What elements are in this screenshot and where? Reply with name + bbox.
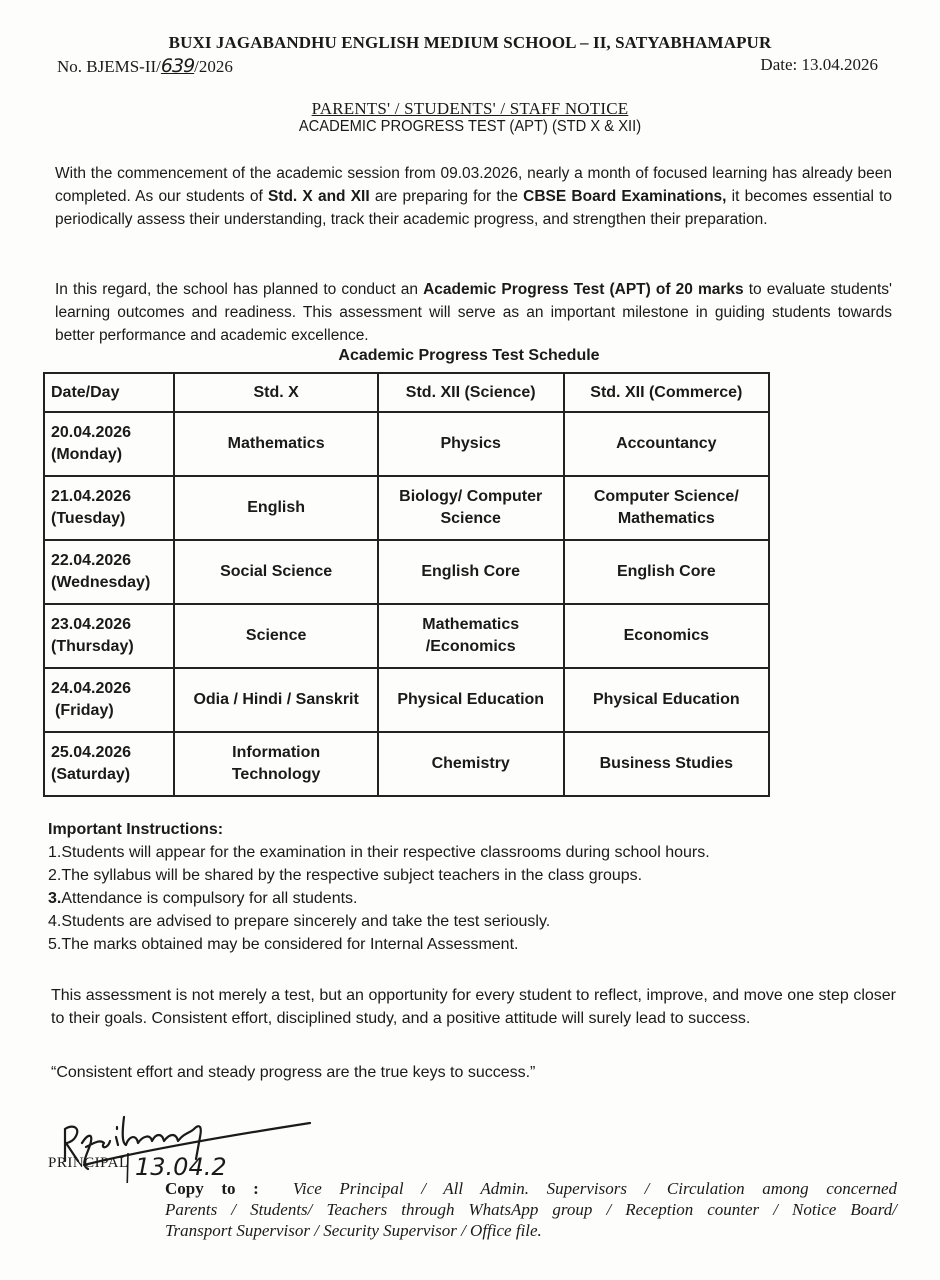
day: (Monday) <box>51 446 123 463</box>
text-span: to evaluate students' learning outcomes and readiness. This assessment will serve as an important milestone in guiding students towards better performance and academic excellence. <box>55 281 893 344</box>
science-cell <box>378 476 564 540</box>
instruction-item <box>48 841 710 864</box>
commerce-cell <box>564 668 769 732</box>
subject: Science <box>440 510 501 527</box>
science-cell <box>378 540 564 604</box>
text-span: With the commencement of the academic session from 09.03.2026, nearly a month of focused learning has already been completed. As our students of <box>55 165 892 205</box>
subject: Mathematics <box>227 435 325 452</box>
ref-handwritten-number: 639 <box>160 55 195 77</box>
ref-prefix: No. BJEMS-II/ <box>57 57 161 76</box>
ref-suffix: /2026 <box>194 57 233 76</box>
std-x-cell <box>174 604 377 668</box>
header-std-xii-science: Std. XII (Science) <box>378 373 564 412</box>
date-cell <box>44 668 174 732</box>
copy-to-section <box>165 1178 897 1241</box>
subject: Chemistry <box>431 755 510 772</box>
std-x-cell <box>174 540 377 604</box>
notice-title: PARENTS' / STUDENTS' / STAFF NOTICE <box>311 99 629 118</box>
date: 22.04.2026 <box>51 552 132 569</box>
subject: Biology/ Computer <box>399 488 543 505</box>
intro-paragraph-2 <box>55 278 892 347</box>
day: (Saturday) <box>51 766 131 783</box>
header-std-x: Std. X <box>174 373 377 412</box>
science-cell <box>378 668 564 732</box>
subject: Information <box>232 744 321 761</box>
std-x-cell <box>174 412 377 476</box>
table-row <box>44 540 769 604</box>
item-number: 1. <box>48 844 62 861</box>
commerce-cell <box>564 604 769 668</box>
subject: Mathematics <box>617 510 715 527</box>
intro-paragraph-1 <box>55 162 892 231</box>
school-name: BUXI JAGABANDHU ENGLISH MEDIUM SCHOOL – II, SATYABHAMAPUR <box>168 33 772 52</box>
subject: Odia / Hindi / Sanskrit <box>193 691 359 708</box>
item-number: 3. <box>48 890 62 907</box>
date: 21.04.2026 <box>51 488 132 505</box>
reference-number <box>57 55 233 77</box>
table-header-row <box>44 373 769 412</box>
signature-date: 13.04.2 <box>135 1153 227 1181</box>
day: (Wednesday) <box>51 574 151 591</box>
science-cell <box>378 412 564 476</box>
subject: English Core <box>421 563 521 580</box>
day: (Thursday) <box>51 638 134 655</box>
day: (Friday) <box>55 702 114 719</box>
text-span: it becomes essential to periodically assess their understanding, track their academic progress, and strengthen their preparation. <box>55 188 893 228</box>
date: 20.04.2026 <box>51 424 132 441</box>
science-cell <box>378 604 564 668</box>
std-x-cell <box>174 476 377 540</box>
item-number: 5. <box>48 936 62 953</box>
subject: Physical Education <box>397 691 545 708</box>
copy-to-line: Parents / Students/ Teachers through WhatsApp group / Reception counter / Notice Board/ <box>165 1200 897 1219</box>
date-cell <box>44 732 174 796</box>
subject: Physical Education <box>592 691 740 708</box>
date-cell <box>44 604 174 668</box>
subject: Science <box>245 627 307 644</box>
notice-date: Date: 13.04.2026 <box>760 55 878 74</box>
date-cell <box>44 412 174 476</box>
instruction-item <box>48 864 710 887</box>
schedule-table <box>43 372 770 797</box>
item-text: Students are advised to prepare sincerely and take the test seriously. <box>61 913 551 930</box>
schedule-title-text: Academic Progress Test Schedule <box>338 347 600 364</box>
item-text: Students will appear for the examination in their respective classrooms during school hours. <box>61 844 710 861</box>
std-x-cell <box>174 732 377 796</box>
date: 23.04.2026 <box>51 616 132 633</box>
date-cell <box>44 540 174 604</box>
copy-to-text: Vice Principal / All Admin. Supervisors / Circulation among concerned <box>292 1179 897 1198</box>
item-number: 4. <box>48 913 62 930</box>
subject: Social Science <box>220 563 333 580</box>
commerce-cell <box>564 732 769 796</box>
science-cell <box>378 732 564 796</box>
instructions-heading: Important Instructions: <box>48 821 224 838</box>
subject: /Economics <box>425 638 516 655</box>
subject: Economics <box>623 627 709 644</box>
copy-to-line: Transport Supervisor / Security Supervisor / Office file. <box>165 1221 542 1240</box>
closing-quote: “Consistent effort and steady progress are the true keys to success.” <box>51 1064 536 1081</box>
copy-to-line <box>165 1178 897 1199</box>
subject: Business Studies <box>599 755 733 772</box>
subject: Accountancy <box>616 435 717 452</box>
item-text: Attendance is compulsory for all students. <box>61 890 358 907</box>
schedule-title <box>0 347 940 365</box>
instruction-item <box>48 910 710 933</box>
table-row <box>44 412 769 476</box>
subject: Physics <box>440 435 501 452</box>
subject: Technology <box>231 766 321 783</box>
commerce-cell <box>564 412 769 476</box>
table-row <box>44 668 769 732</box>
bold-span: Academic Progress Test (APT) of 20 marks <box>423 281 744 298</box>
header-date-day: Date/Day <box>44 373 174 412</box>
item-number: 2. <box>48 867 62 884</box>
subject: Computer Science/ <box>593 488 739 505</box>
bold-span: CBSE Board Examinations, <box>523 188 727 205</box>
subject: English <box>247 499 306 516</box>
item-text: The syllabus will be shared by the respective subject teachers in the class groups. <box>61 867 643 884</box>
date: 25.04.2026 <box>51 744 132 761</box>
table-row <box>44 732 769 796</box>
table-row <box>44 604 769 668</box>
important-instructions <box>48 818 710 956</box>
commerce-cell <box>564 476 769 540</box>
instruction-item <box>48 933 710 956</box>
std-x-cell <box>174 668 377 732</box>
closing-paragraph: This assessment is not merely a test, but an opportunity for every student to reflect, improve, and move one step closer to their goals. Consistent effort, disciplined study, and a positive attitude will surely lead to success. <box>51 987 896 1027</box>
principal-designation: PRINCIPAL <box>48 1155 129 1171</box>
subject: Mathematics <box>422 616 520 633</box>
commerce-cell <box>564 540 769 604</box>
date: 24.04.2026 <box>51 680 132 697</box>
text-span: are preparing for the <box>369 188 524 205</box>
date-cell <box>44 476 174 540</box>
table-row <box>44 476 769 540</box>
subject: English Core <box>616 563 716 580</box>
instruction-item <box>48 887 710 910</box>
text-span: In this regard, the school has planned to conduct an <box>55 281 424 298</box>
bold-span: Std. X and XII <box>267 188 370 205</box>
notice-subtitle: ACADEMIC PROGRESS TEST (APT) (STD X & XII) <box>298 118 642 135</box>
header-std-xii-commerce: Std. XII (Commerce) <box>564 373 769 412</box>
item-text: The marks obtained may be considered for Internal Assessment. <box>61 936 519 953</box>
day: (Tuesday) <box>51 510 126 527</box>
copy-to-label: Copy to : <box>165 1179 259 1198</box>
